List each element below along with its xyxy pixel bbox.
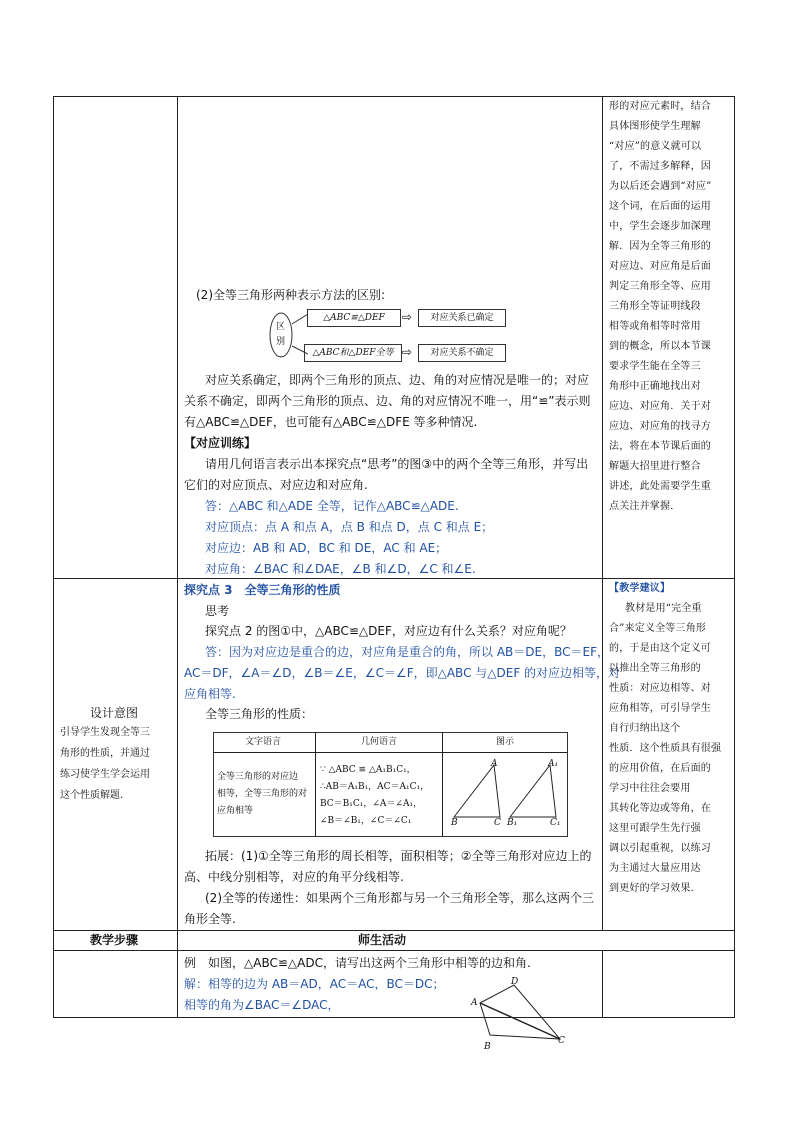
property-label: 全等三角形的性质： xyxy=(205,707,314,721)
extension-line: (2)全等的传递性：如果两个三角形都与另一个三角形全等，那么这两个三 xyxy=(205,891,595,905)
explore3-answer: 答：因为对应边是重合的边，对应角是重合的角，所以 AB＝DE，BC＝EF， xyxy=(205,645,609,659)
notation-congruent-box: △ABC≌△DEF xyxy=(307,309,401,327)
think-label: 思考 xyxy=(205,604,230,618)
advice-line: 的，于是由这个定义可 xyxy=(609,643,711,654)
table-left-border xyxy=(53,96,54,1018)
design-title: 设计意图 xyxy=(90,706,139,720)
note-line: 中，学生会逐步加深理 xyxy=(609,221,711,232)
note-line: 判定三角形全等、应用 xyxy=(609,281,711,292)
note-line: 相等或角相等时常用 xyxy=(609,321,701,332)
relation-undetermined-box: 对应关系不确定 xyxy=(418,344,506,362)
note-line: 这个词，在后面的运用 xyxy=(609,201,711,212)
col-header-activities: 师生活动 xyxy=(358,933,407,947)
design-line: 练习使学生学会运用 xyxy=(60,769,150,780)
distinction-brace xyxy=(268,306,308,366)
advice-line: 性质．这个性质具有很强 xyxy=(609,743,722,754)
property-table-col-line xyxy=(315,732,316,836)
col-header-steps: 教学步骤 xyxy=(90,933,139,947)
property-table-header-line xyxy=(213,752,567,753)
table-text-line: 全等三角形的对应边 xyxy=(217,772,299,782)
teaching-advice-heading: 【教学建议】 xyxy=(609,583,671,594)
arrow-icon: ⇨ xyxy=(402,345,413,359)
fig-label-B1: B₁ xyxy=(507,818,518,828)
explore3-heading: 探究点 3 全等三角形的性质 xyxy=(184,583,341,597)
advice-line: 性质：对应边相等、对 xyxy=(609,683,711,694)
fig-label-C: C xyxy=(494,818,501,828)
advice-line: 应角相等，可引导学生 xyxy=(609,703,711,714)
table-geo-line: ∠B＝∠B₁，∠C＝∠C₁ xyxy=(320,816,412,826)
notation-and-box: △ABC和△DEF全等 xyxy=(304,344,402,362)
table-geo-line: ∴AB＝A₁B₁，AC＝A₁C₁， xyxy=(320,782,430,792)
training-answer: 答：△ABC 和△ADE 全等，记作△ABC≌△ADE. xyxy=(205,499,459,513)
advice-line: 这里可跟学生先行强 xyxy=(609,823,701,834)
row-divider-1 xyxy=(53,578,735,579)
note-line: 对应边、对应角是后面 xyxy=(609,261,711,272)
example-label-D: D xyxy=(511,977,519,987)
note-line: 解题大招里进行整合 xyxy=(609,461,701,472)
note-line: 点关注并掌握． xyxy=(609,501,681,512)
training-answer: 对应角：∠BAC 和∠DAE，∠B 和∠D，∠C 和∠E. xyxy=(205,562,476,576)
col-divider-1 xyxy=(177,96,178,1018)
training-heading: 【对应训练】 xyxy=(184,436,257,450)
note-line: 讲述，此处需要学生重 xyxy=(609,481,711,492)
arrow-icon: ⇨ xyxy=(402,310,413,324)
explore3-answer: 应角相等. xyxy=(184,687,236,701)
advice-line: 以推出全等三角形的 xyxy=(609,663,701,674)
note-line: 三角形全等证明线段 xyxy=(609,301,701,312)
col-divider-2b xyxy=(602,950,603,1018)
section2-para: 关系不确定，即两个三角形的顶点、边、角的对应情况不唯一，用“≌”表示则 xyxy=(184,394,591,408)
training-answer: 对应边：AB 和 AD，BC 和 DE，AC 和 AE； xyxy=(205,541,448,555)
explore3-answer: AC＝DF，∠A＝∠D，∠B＝∠E，∠C＝∠F，即△ABC 与△DEF 的对应边相等，对 xyxy=(184,666,621,680)
row-divider-3 xyxy=(53,950,735,951)
triangle-figure xyxy=(448,755,564,833)
advice-line: 自行归纳出这个 xyxy=(609,723,681,734)
note-line: 角形中正确地找出对 xyxy=(609,381,701,392)
property-table-col-line xyxy=(442,732,443,836)
table-text-line: 相等，全等三角形的对 xyxy=(217,789,308,799)
fig-label-A: A xyxy=(491,759,498,769)
note-line: “对应”的意义就可以 xyxy=(609,141,702,152)
example-answer: 解：相等的边为 AB＝AD，AC＝AC，BC＝DC； xyxy=(184,977,445,991)
section2-para: 对应关系确定，即两个三角形的顶点、边、角的对应情况是唯一的；对应 xyxy=(205,373,590,387)
note-line: 应边、对应角的找寻方 xyxy=(609,421,711,432)
brace-label-1: 区 xyxy=(276,322,286,332)
table-top-border xyxy=(53,96,735,97)
design-line: 角形的性质，并通过 xyxy=(60,748,150,759)
design-line: 引导学生发现全等三 xyxy=(60,727,150,738)
table-text-line: 应角相等 xyxy=(217,806,254,816)
col-divider-2 xyxy=(602,96,603,930)
table-geo-line: ∵ △ABC ≌ △A₁B₁C₁， xyxy=(320,765,416,775)
extension-line: 角形全等. xyxy=(184,912,236,926)
note-line: 应边、对应角．关于对 xyxy=(609,401,711,412)
table-right-border xyxy=(734,96,735,1018)
fig-label-A1: A₁ xyxy=(548,759,559,769)
table-header-geo: 几何语言 xyxy=(361,737,398,747)
row-divider-2 xyxy=(53,930,735,931)
note-line: 为以后还会遇到“对应” xyxy=(609,181,712,192)
extension-line: 拓展：(1)①全等三角形的周长相等，面积相等；②全等三角形对应边上的 xyxy=(205,849,592,863)
advice-line: 的应用价值，在后面的 xyxy=(609,763,711,774)
example-label-B: B xyxy=(484,1042,491,1052)
training-question: 请用几何语言表示出本探究点“思考”的图③中的两个全等三角形，并写出 xyxy=(205,457,589,471)
brace-label-2: 别 xyxy=(276,337,286,347)
note-line: 了，不需过多解释，因 xyxy=(609,161,711,172)
section2-para: 有△ABC≌△DEF，也可能有△ABC≌△DFE 等多种情况. xyxy=(184,415,478,429)
table-bottom-border xyxy=(53,1017,735,1018)
advice-line: 教材是用“完全重 xyxy=(625,603,702,614)
note-line: 具体图形使学生理解 xyxy=(609,121,701,132)
advice-line: 合”来定义全等三角形 xyxy=(609,623,707,634)
example-label-A: A xyxy=(471,998,478,1008)
note-line: 形的对应元素时，结合 xyxy=(609,101,711,112)
table-header-figure: 图示 xyxy=(496,737,515,747)
note-line: 解．因为全等三角形的 xyxy=(609,241,711,252)
note-line: 到的概念，所以本节课 xyxy=(609,341,711,352)
advice-line: 学习中往往会要用 xyxy=(609,783,691,794)
design-line: 这个性质解题. xyxy=(60,790,124,801)
training-question: 它们的对应顶点、对应边和对应角. xyxy=(184,478,368,492)
table-header-text: 文字语言 xyxy=(245,737,282,747)
note-line: 法，将在本节课后面的 xyxy=(609,441,711,452)
fig-label-C1: C₁ xyxy=(550,818,561,828)
example-label-C: C xyxy=(558,1036,565,1046)
extension-line: 高、中线分别相等，对应的角平分线相等. xyxy=(184,870,404,884)
example-question: 例 如图，△ABC≌△ADC，请写出这两个三角形中相等的边和角. xyxy=(184,956,531,970)
example-answer: 相等的角为∠BAC＝∠DAC， xyxy=(184,998,340,1012)
relation-determined-box: 对应关系已确定 xyxy=(418,309,506,327)
note-line: 要求学生能在全等三 xyxy=(609,361,701,372)
explore3-question: 探究点 2 的图①中，△ABC≌△DEF，对应边有什么关系？对应角呢？ xyxy=(205,624,572,638)
fig-label-B: B xyxy=(451,818,458,828)
advice-line: 为主通过大量应用达 xyxy=(609,863,701,874)
training-answer: 对应顶点：点 A 和点 A，点 B 和点 D，点 C 和点 E； xyxy=(205,520,494,534)
advice-line: 到更好的学习效果. xyxy=(609,883,694,894)
advice-line: 其转化等边或等角，在 xyxy=(609,803,711,814)
advice-line: 调以引起重视，以练习 xyxy=(609,843,711,854)
table-geo-line: BC＝B₁C₁，∠A＝∠A₁， xyxy=(320,799,423,809)
section2-title: (2)全等三角形两种表示方法的区别: xyxy=(196,288,386,302)
